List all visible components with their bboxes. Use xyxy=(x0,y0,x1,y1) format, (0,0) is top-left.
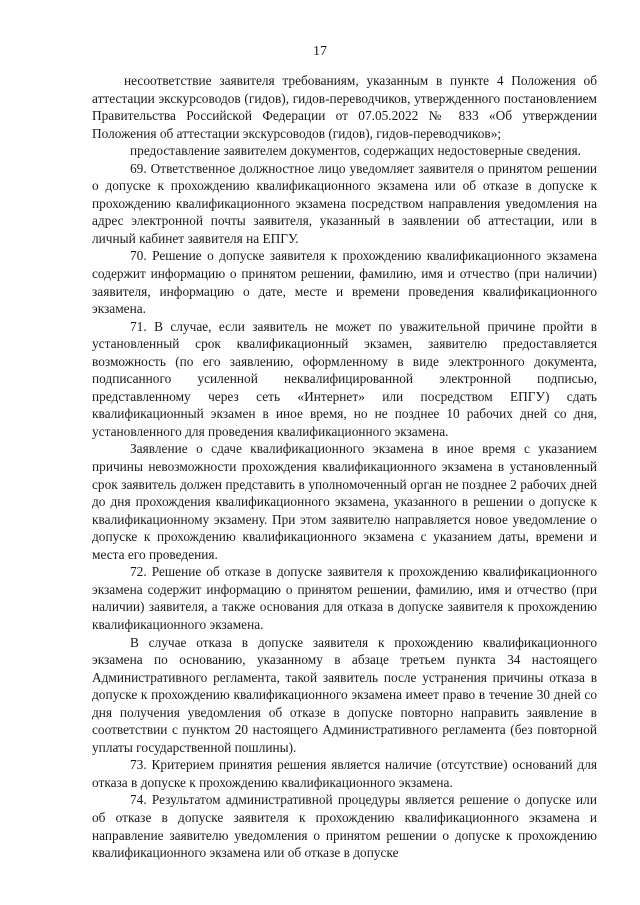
paragraph: 72. Решение об отказе в допуске заявителя к прохождению квалификационного экзамена содержит информацию о принятом решении, фамилию, имя и отчество (при наличии) заявителя, а также основания для отказа в допуске заявителя к прохождению квалификационного экзамена. xyxy=(92,564,597,632)
paragraph: Заявление о сдаче квалификационного экзамена в иное время с указанием причины невозможности прохождения квалификационного экзамена в установленный срок заявитель должен представить в уполномоченный орган не позднее 2 рабочих дней до дня прохождения квалификационного экзамена, указанного в решении о допуске к квалификационному экзамену. При этом заявителю направляется новое уведомление о допуске к прохождению квалификационного экзамена с указанием даты, времени и места его проведения. xyxy=(92,441,597,562)
paragraph: 70. Решение о допуске заявителя к прохождению квалификационного экзамена содержит информацию о принятом решении, фамилию, имя и отчество (при наличии) заявителя, информацию о дате, месте и времени проведения квалификационного экзамена. xyxy=(92,248,597,317)
document-body xyxy=(92,72,597,862)
paragraph: 69. Ответственное должностное лицо уведомляет заявителя о принятом решении о допуске к прохождению квалификационного экзамена или об отказе в допуске к прохождению квалификационного экзамена посредством направления уведомления на адрес электронной почты заявителя, указанный в заявлении об аттестации, или в личный кабинет заявителя на ЕПГУ. xyxy=(92,160,597,246)
paragraph: 74. Результатом административной процедуры является решение о допуске или об отказе в допуске заявителя к прохождению квалификационного экзамена и направление заявителю уведомления о принятом решении о допуске к прохождению квалификационного экзамена или об отказе в допуске xyxy=(92,792,597,861)
page-number: 17 xyxy=(313,44,327,59)
paragraph: В случае отказа в допуске заявителя к прохождению квалификационного экзамена по основанию, указанному в абзаце третьем пункта 34 настоящего Административного регламента, такой заявитель после устранения причины отказа в допуске к прохождению квалификационного экзамена имеет право в течение 30 дней со дня получения уведомления об отказе в допуске повторно направить заявление в соответствии с пунктом 20 настоящего Административного регламента (без повторной уплаты государственной пошлины). xyxy=(92,634,597,755)
paragraph: 73. Критерием принятия решения является наличие (отсутствие) оснований для отказа в допуске к прохождению квалификационного экзамена. xyxy=(92,757,597,790)
paragraph: 71. В случае, если заявитель не может по уважительной причине пройти в установленный срок квалификационный экзамен, заявителю предоставляется возможность (по его заявлению, оформленному в виде электронного документа, подписанного усиленной неквалифицированной электронной подписью, представленному через сеть «Интернет» или посредством ЕПГУ) сдать квалификационный экзамен в иное время, но не позднее 10 рабочих дней со дня, установленного для проведения квалификационного экзамена. xyxy=(92,318,597,439)
paragraph: предоставление заявителем документов, содержащих недостоверные сведения. xyxy=(130,143,582,159)
paragraph: несоответствие заявителя требованиям, указанным в пункте 4 Положения об аттестации экскурсоводов (гидов), гидов-переводчиков, утвержденного постановлением Правительства Российской Федерации от 07.05.2022 № 833 «Об утверждении Положения об аттестации экскурсоводов (гидов), гидов-переводчиков»; xyxy=(92,73,597,141)
